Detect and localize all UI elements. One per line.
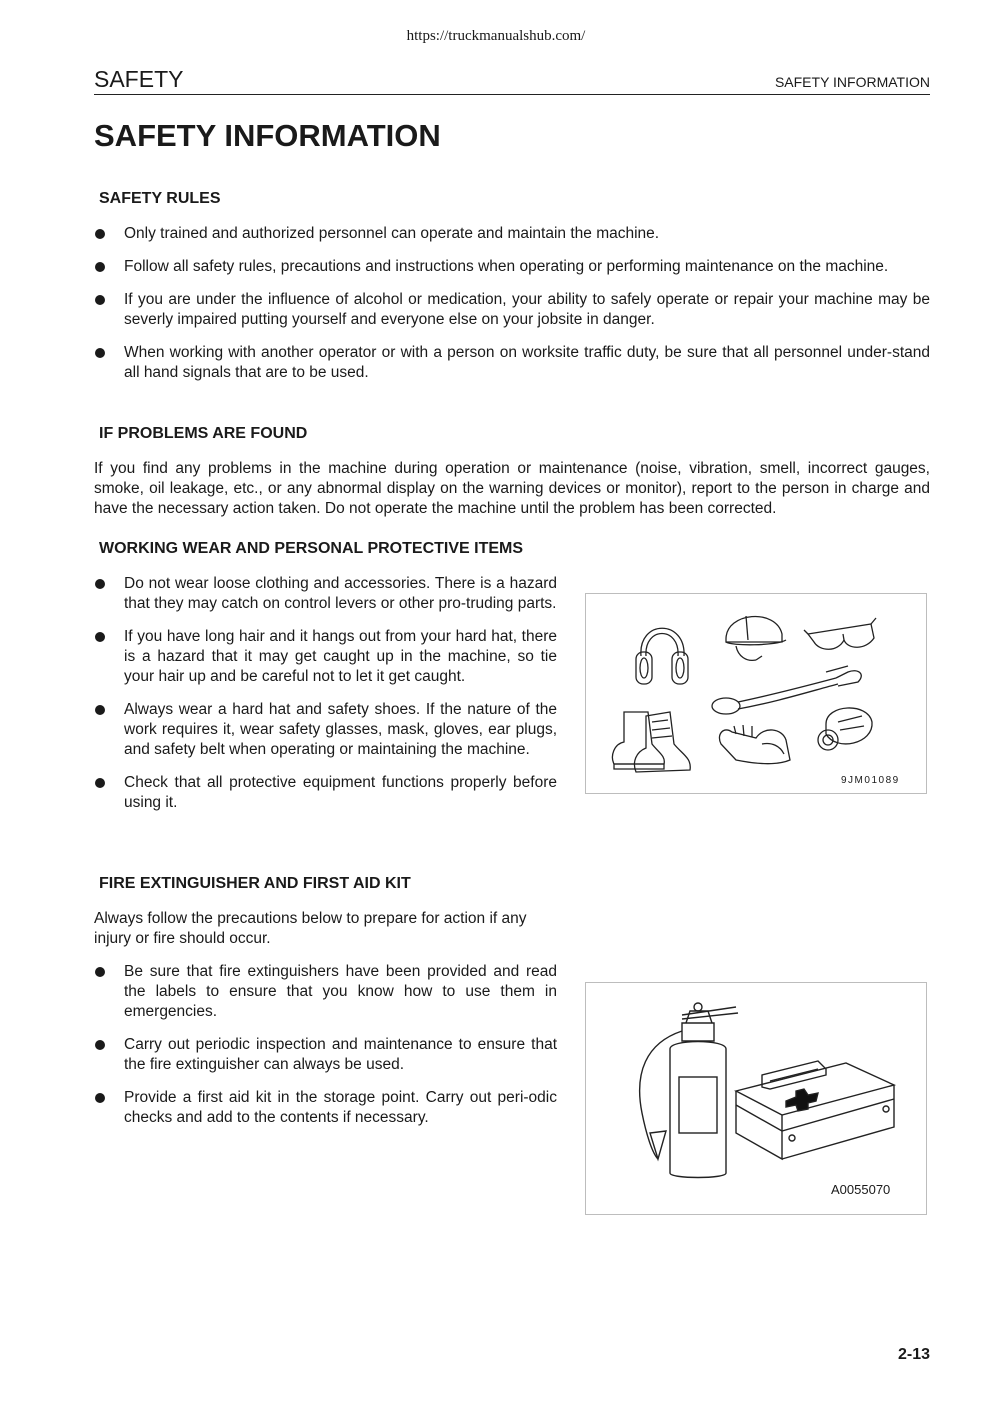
heading-working-wear: WORKING WEAR AND PERSONAL PROTECTIVE ITEMS — [99, 540, 524, 557]
bullet-icon — [95, 705, 105, 715]
hard-hat-icon — [726, 616, 786, 660]
bullet-icon — [95, 348, 105, 358]
bullet-icon — [95, 579, 105, 589]
first-aid-kit-icon — [736, 1061, 894, 1159]
header-rule — [94, 94, 930, 95]
bullet-icon — [95, 778, 105, 788]
bullet-icon — [95, 967, 105, 977]
earmuffs-icon — [636, 628, 688, 684]
bullet-icon — [95, 1040, 105, 1050]
header-section: SAFETY — [94, 66, 184, 92]
list-item: Check that all protective equipment functions properly before using it. — [94, 773, 557, 813]
working-wear-list — [94, 574, 557, 826]
bullet-icon — [95, 295, 105, 305]
safety-rules-list — [94, 224, 930, 396]
fire-extinguisher-figure — [585, 982, 927, 1215]
list-item: When working with another operator or with a person on worksite traffic duty, be sure that all personnel under-stand all hand signals that are to be used. — [94, 343, 930, 383]
list-item: If you have long hair and it hangs out from your hard hat, there is a hazard that it may get caught up in the machine, so tie your hair up and be careful not to let it get caught. — [94, 627, 557, 687]
list-item: Only trained and authorized personnel can operate and maintain the machine. — [94, 224, 930, 244]
list-item: If you are under the influence of alcohol or medication, your ability to safely operate or repair your machine may be severly impaired putting yourself and everyone else on your jobsite in danger. — [94, 290, 930, 330]
fire-extinguisher-icon — [640, 1003, 738, 1178]
problems-text: If you find any problems in the machine during operation or maintenance (noise, vibration, smell, incorrect gauges, smoke, oil leakage, etc., or any abnormal display on the warning devices or monitor), report to the person in charge and have the necessary action taken. Do not operate the machine until the problem has been corrected. — [94, 460, 930, 517]
protective-items-figure — [585, 593, 927, 794]
bullet-icon — [95, 229, 105, 239]
source-url: https://truckmanualshub.com/ — [406, 28, 586, 44]
respirator-mask-icon — [818, 708, 872, 750]
list-item: Carry out periodic inspection and maintenance to ensure that the fire extinguisher can always be used. — [94, 1035, 557, 1075]
safety-shoes-icon — [612, 712, 690, 772]
protective-items-illustration — [586, 594, 926, 793]
heading-problems: IF PROBLEMS ARE FOUND — [99, 425, 308, 442]
fire-intro: Always follow the precautions below to prepare for action if any injury or fire should occur. — [94, 910, 527, 947]
bullet-icon — [95, 1093, 105, 1103]
page-title: SAFETY INFORMATION — [94, 118, 441, 153]
list-item: Be sure that fire extinguishers have been provided and read the labels to ensure that you know how to use them in emergencies. — [94, 962, 557, 1022]
list-item: Provide a first aid kit in the storage point. Carry out peri-odic checks and add to the contents if necessary. — [94, 1088, 557, 1128]
list-item: Always wear a hard hat and safety shoes. If the nature of the work requires it, wear safety glasses, mask, gloves, ear plugs, and safety belt when operating or maintaining the machine. — [94, 700, 557, 760]
heading-safety-rules: SAFETY RULES — [99, 190, 221, 207]
bullet-icon — [95, 262, 105, 272]
bullet-icon — [95, 632, 105, 642]
heading-fire-first-aid: FIRE EXTINGUISHER AND FIRST AID KIT — [99, 875, 411, 892]
fire-extinguisher-illustration — [586, 983, 926, 1214]
gloves-icon — [719, 725, 790, 764]
figure-code: A0055070 — [831, 1182, 891, 1197]
list-item: Do not wear loose clothing and accessories. There is a hazard that they may catch on control levers or other pro-truding parts. — [94, 574, 557, 614]
fire-list — [94, 962, 557, 1141]
header-chapter: SAFETY INFORMATION — [774, 74, 930, 90]
figure-code: 9JM01089 — [841, 775, 900, 786]
page-number: 2-13 — [897, 1346, 930, 1363]
safety-glasses-icon — [804, 618, 876, 649]
list-item: Follow all safety rules, precautions and instructions when operating or performing maintenance on the machine. — [94, 257, 930, 277]
safety-belt-icon — [712, 666, 861, 714]
